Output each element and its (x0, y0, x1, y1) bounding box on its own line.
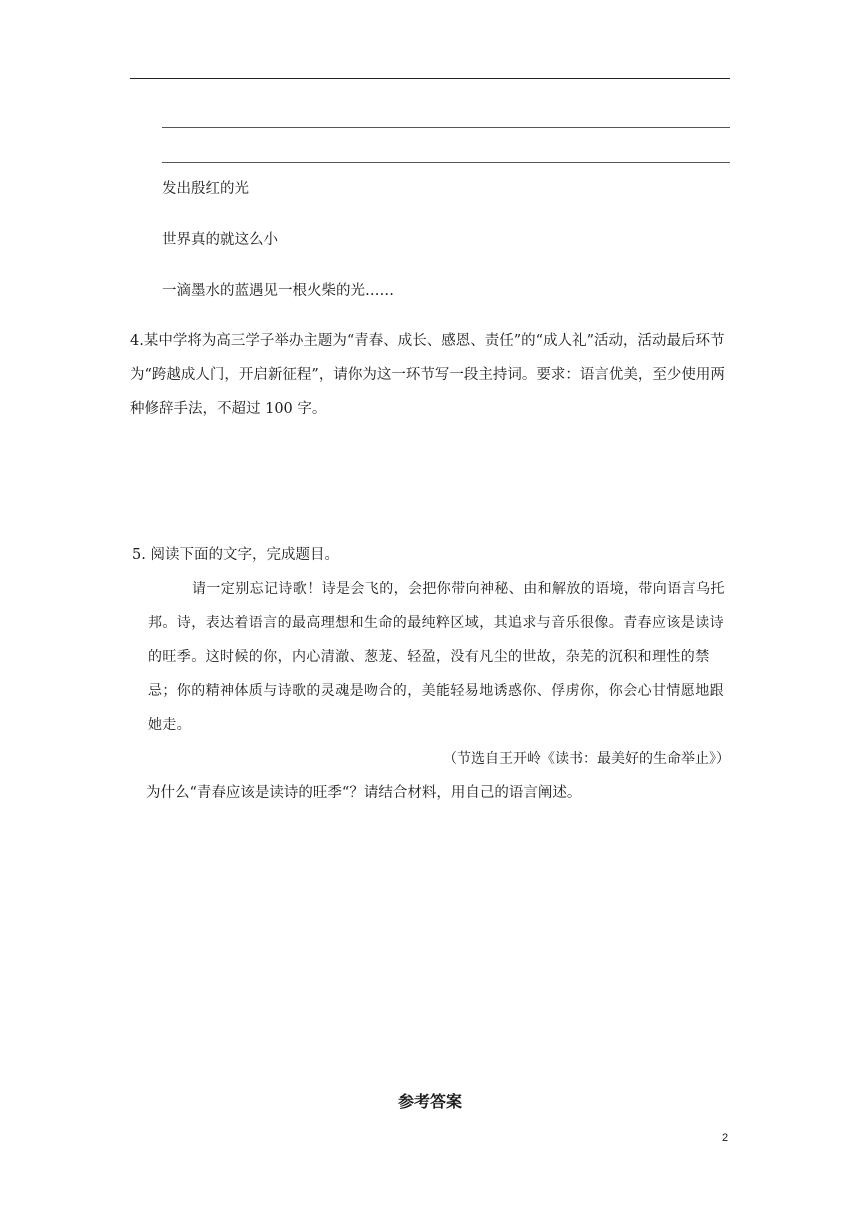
question-4: 4.某中学将为高三学子举办主题为“青春、成长、感恩、责任”的“成人礼”活动，活动最后环节为“跨越成人门，开启新征程”，请你为这一环节写一段主持词。要求：语言优美，至少使用两种修辞手法，不超过 100 字。 (130, 333, 725, 417)
poem-line: 一滴墨水的蓝遇见一根火柴的光…… (162, 283, 394, 299)
question-5-prompt: 为什么“青春应该是读诗的旺季“？请结合材料，用自己的语言阐述。 (146, 785, 582, 801)
reading-passage: 请一定别忘记诗歌！诗是会飞的，会把你带向神秘、由和解放的语境，带向语言乌托邦。诗，表达着语言的最高理想和生命的最纯粹区域，其追求与音乐很像。青春应该是读诗的旺季。这时候的你，内心清澈、葱茏、轻盈，没有凡尘的世故，杂芜的沉积和理性的禁忌；你的精神体质与诗歌的灵魂是吻合的，美能轻易地诱惑你、俘虏你，你会心甘情愿地跟她走。 (148, 581, 725, 733)
poem-line: 世界真的就这么小 (162, 232, 278, 248)
answer-section-heading: 参考答案 (397, 1092, 462, 1111)
header-rule (130, 78, 730, 79)
page-number: 2 (722, 1132, 729, 1144)
answer-blank-line (162, 127, 730, 128)
passage-source: （节选自王开岭《读书：最美好的生命举止》） (443, 751, 730, 767)
poem-line: 发出殷红的光 (162, 181, 249, 197)
answer-blank-line (162, 162, 730, 163)
question-5-intro: 5. 阅读下面的文字，完成题目。 (132, 547, 339, 563)
